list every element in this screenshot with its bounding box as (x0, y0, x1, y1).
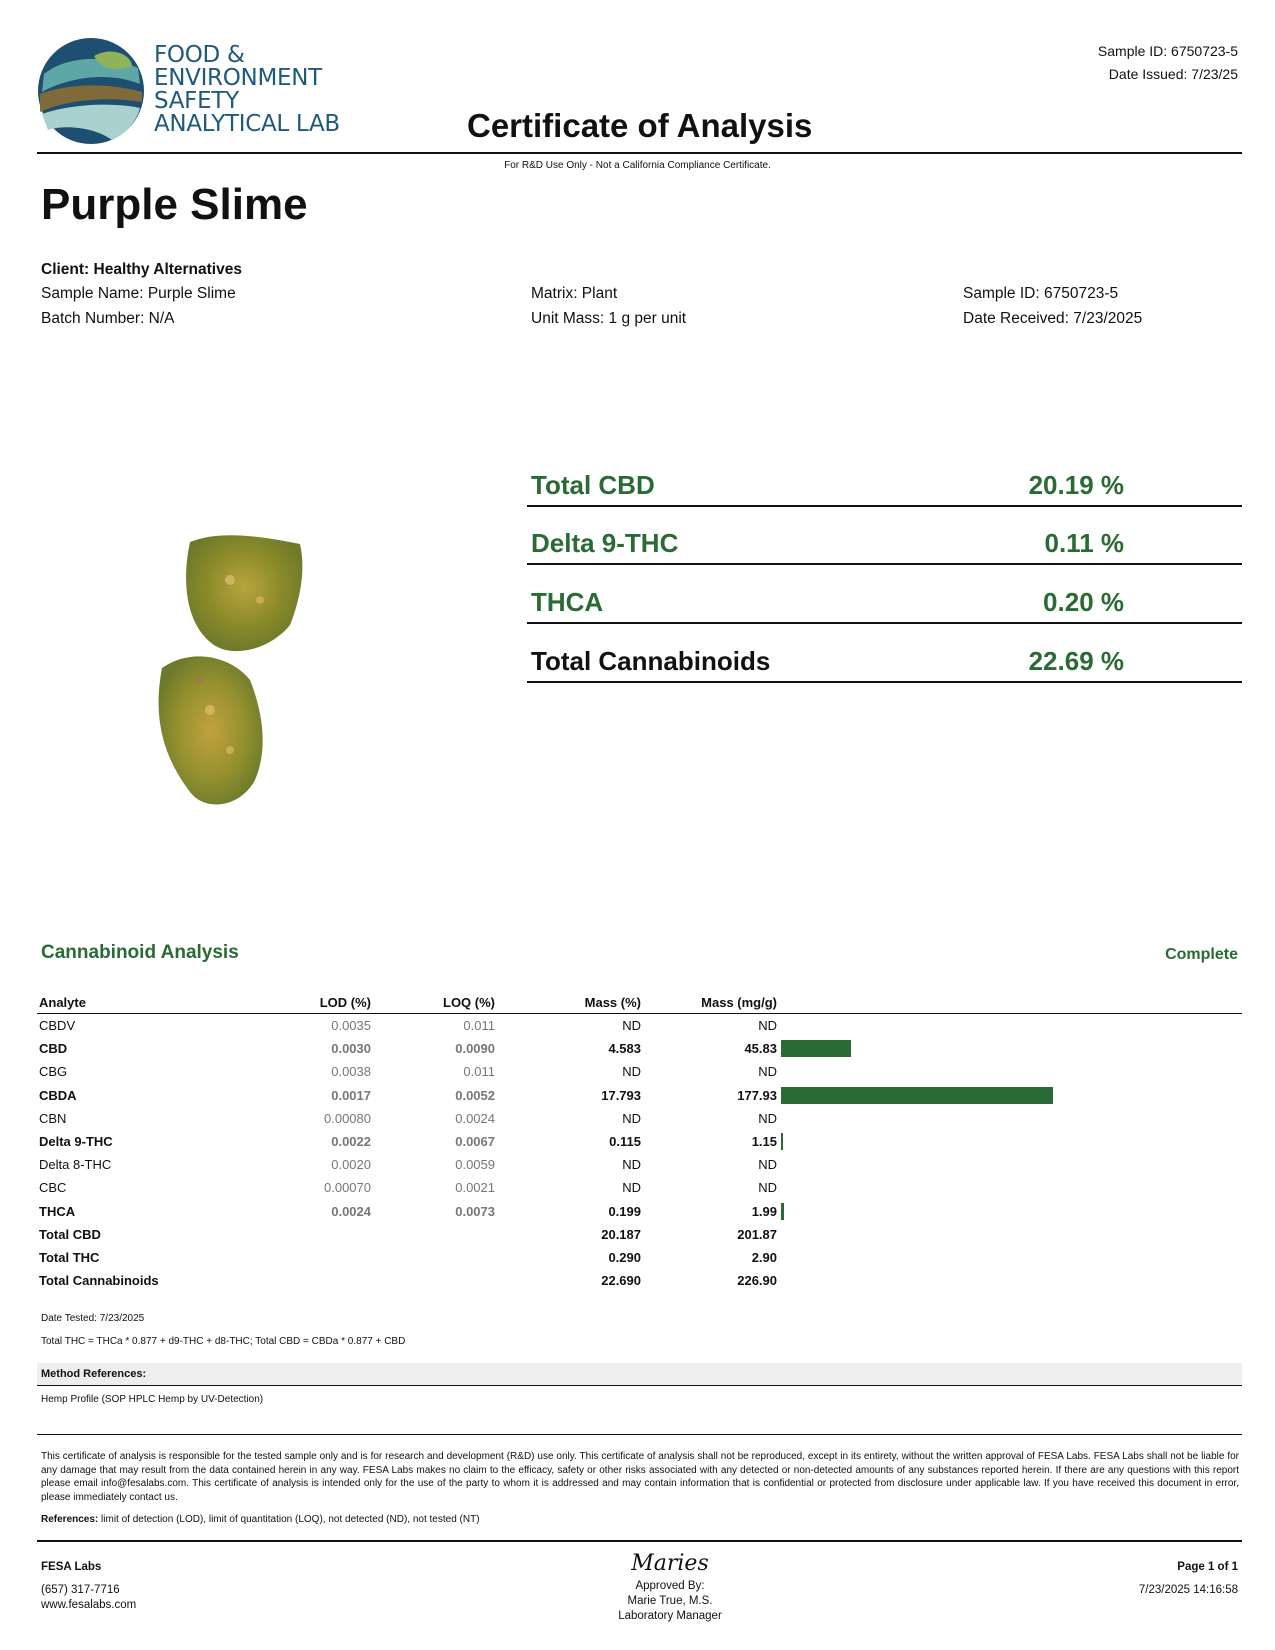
lod-cell: 0.0030 (331, 1041, 371, 1057)
loq-cell: 0.0052 (455, 1087, 495, 1103)
analyte-cell: CBC (39, 1180, 67, 1196)
analyte-cell: CBG (39, 1064, 68, 1080)
approver-title: Laboratory Manager (618, 1610, 722, 1622)
summary-label: Delta 9-THC (531, 528, 679, 558)
header-meta (1098, 40, 1238, 86)
mass-pct-cell: ND (622, 1157, 641, 1173)
summary-value: 20.19 % (1028, 470, 1124, 500)
references-text: limit of detection (LOD), limit of quantitation (LOQ), not detected (ND), not tested (NT) (98, 1514, 480, 1525)
analyte-cell: CBD (39, 1041, 68, 1057)
loq-cell: 0.0024 (455, 1110, 495, 1126)
summary-label: Total CBD (531, 470, 655, 500)
approved-by-label: Approved By: (635, 1580, 705, 1592)
unit-mass: Unit Mass: 1 g per unit (531, 310, 687, 327)
summary-row-delta9-thc (527, 505, 1242, 565)
table-body (37, 1014, 1242, 1293)
status-badge: Complete (1165, 946, 1238, 963)
mass-pct-cell: ND (622, 1110, 641, 1126)
table-row (37, 1037, 1242, 1060)
col-mass-mg: Mass (mg/g) (643, 991, 779, 1014)
mass-pct-cell: 4.583 (608, 1041, 641, 1057)
mass-pct-cell: 20.187 (601, 1226, 641, 1242)
mass-mg-cell: 45.83 (744, 1041, 777, 1057)
loq-cell: 0.0059 (455, 1157, 495, 1173)
sample-photo (110, 530, 320, 820)
lod-cell: 0.00080 (324, 1110, 371, 1126)
sample-title: Purple Slime (41, 180, 308, 229)
bar-cell (779, 1014, 1242, 1038)
logo-line: ENVIRONMENT (154, 65, 322, 91)
total-formula: Total THC = THCa * 0.877 + d9-THC + d8-THC; Total CBD = CBDa * 0.877 + CBD (41, 1336, 406, 1347)
summary-row-total-cbd (527, 447, 1242, 507)
sample-name: Sample Name: Purple Slime (41, 285, 236, 302)
footer-company (41, 1560, 136, 1613)
mass-mg-cell: 201.87 (737, 1226, 777, 1242)
bar-cell (779, 1246, 1242, 1269)
mass-mg-cell: 226.90 (737, 1273, 777, 1289)
lod-cell: 0.0020 (331, 1157, 371, 1173)
logo-line: FOOD & (154, 42, 245, 68)
bar-cell (779, 1130, 1242, 1153)
mass-mg-cell: 177.93 (737, 1087, 777, 1103)
matrix: Matrix: Plant (531, 285, 618, 302)
mass-mg-cell: ND (758, 1064, 777, 1080)
mass-pct-cell: 22.690 (601, 1273, 641, 1289)
company-name: FESA Labs (41, 1561, 102, 1573)
bar-cell (779, 1153, 1242, 1176)
mass-pct-cell: 0.290 (608, 1249, 641, 1265)
summary-label: Total Cannabinoids (531, 646, 771, 676)
mass-mg-cell: ND (758, 1157, 777, 1173)
analyte-cell: THCA (39, 1203, 76, 1219)
mass-pct-cell: ND (622, 1064, 641, 1080)
col-bar (779, 991, 1242, 1014)
summary-row-total-cannabinoids (527, 623, 1242, 683)
table-row (37, 1200, 1242, 1223)
loq-cell: 0.0073 (455, 1203, 495, 1219)
cannabinoid-table (37, 991, 1242, 1292)
references (41, 1514, 480, 1525)
logo-line: SAFETY (154, 88, 239, 114)
empty-cell (309, 1246, 373, 1269)
col-loq: LOQ (%) (373, 991, 497, 1014)
mass-pct-cell: 0.115 (609, 1134, 641, 1150)
bar-cell (779, 1176, 1242, 1199)
bar-cell (779, 1107, 1242, 1130)
mass-pct-cell: ND (622, 1180, 641, 1196)
mass-bar (781, 1087, 1053, 1104)
mass-mg-cell: 1.15 (751, 1134, 777, 1150)
table-row (37, 1060, 1242, 1083)
bar-cell (779, 1084, 1242, 1107)
cannabis-bud-icon (110, 530, 320, 820)
footer-page-info (1139, 1560, 1238, 1598)
bar-cell (779, 1223, 1242, 1246)
col-lod: LOD (%) (309, 991, 373, 1014)
disclaimer-divider (37, 1434, 1242, 1435)
loq-cell: 0.0090 (455, 1041, 495, 1057)
table-header-row (37, 991, 1242, 1014)
references-label: References: (41, 1514, 99, 1525)
lod-cell: 0.0024 (331, 1203, 371, 1219)
analyte-cell: CBN (39, 1110, 67, 1126)
mass-mg-cell: ND (758, 1110, 777, 1126)
loq-cell: 0.0067 (455, 1134, 495, 1150)
empty-cell (373, 1246, 497, 1269)
footer-divider (37, 1540, 1242, 1542)
sample-id: Sample ID: 6750723-5 (963, 285, 1119, 302)
bar-cell (779, 1037, 1242, 1060)
header-date-issued: Date Issued: 7/23/25 (1108, 66, 1238, 82)
lab-logo-icon (36, 36, 146, 146)
mass-mg-cell: ND (758, 1180, 777, 1196)
section-title: Cannabinoid Analysis (41, 942, 239, 963)
approval-block (560, 1579, 780, 1624)
bar-cell (779, 1200, 1242, 1223)
bar-cell (779, 1060, 1242, 1083)
mass-bar (781, 1040, 851, 1057)
date-tested: Date Tested: 7/23/2025 (41, 1313, 145, 1324)
empty-cell (309, 1269, 373, 1292)
table-row (37, 1107, 1242, 1130)
date-received: Date Received: 7/23/2025 (963, 310, 1143, 327)
document-title: Certificate of Analysis (467, 107, 813, 144)
batch-number: Batch Number: N/A (41, 310, 175, 327)
analyte-cell: CBDV (39, 1018, 76, 1034)
mass-pct-cell: ND (622, 1018, 641, 1034)
company-phone: (657) 317-7716 (41, 1584, 120, 1596)
table-row (37, 1153, 1242, 1176)
mass-mg-cell: ND (758, 1018, 777, 1034)
summary-value: 0.20 % (1043, 587, 1124, 617)
generated-timestamp: 7/23/2025 14:16:58 (1138, 1584, 1238, 1596)
col-mass-pct: Mass (%) (497, 991, 643, 1014)
mass-pct-cell: 0.199 (608, 1203, 641, 1219)
summary-value: 0.11 % (1044, 528, 1124, 558)
total-row (37, 1223, 1242, 1246)
summary-value: 22.69 % (1028, 646, 1124, 676)
analyte-cell: Total CBD (39, 1226, 101, 1242)
analyte-cell: CBDA (39, 1087, 77, 1103)
mass-mg-cell: 2.90 (751, 1249, 777, 1265)
method-references-header (37, 1363, 1242, 1386)
bar-cell (779, 1269, 1242, 1292)
mass-mg-cell: 1.99 (751, 1203, 777, 1219)
lod-cell: 0.0017 (331, 1087, 371, 1103)
empty-cell (373, 1269, 497, 1292)
header-divider (37, 152, 1242, 154)
compliance-note: For R&D Use Only - Not a California Compliance Certificate. (504, 160, 771, 171)
company-website: www.fesalabs.com (41, 1599, 137, 1611)
summary-row-thca (527, 564, 1242, 624)
table-row (37, 1176, 1242, 1199)
loq-cell: 0.011 (463, 1018, 495, 1034)
loq-cell: 0.0021 (455, 1180, 495, 1196)
disclaimer-text: This certificate of analysis is responsible for the tested sample only and is for research and development (R&D) use only. This certificate of analysis shall not be reproduced, except in its entirety, without the written approval of FESA Labs. FESA Labs shall not be liable for any damage that may result from the data contained herein in any way. FESA Labs makes no claim to the efficacy, safety or other risks associated with any detected or non-detected amounts of any substances reported herein. If there are any questions with this report please email info@fesalabs.com. This certificate of analysis is intended only for the use of the party to whom it is addressed and may contain information that is confidential or protected from disclosure under applicable law. If you have received this document in error, please immediately contact us. (41, 1451, 1239, 1503)
analyte-cell: Total THC (39, 1249, 100, 1265)
total-row (37, 1246, 1242, 1269)
mass-bar (781, 1133, 783, 1150)
empty-cell (373, 1223, 497, 1246)
analyte-cell: Delta 9-THC (39, 1134, 113, 1150)
summary-label: THCA (531, 587, 604, 617)
logo-line: ANALYTICAL LAB (154, 111, 340, 137)
empty-cell (309, 1223, 373, 1246)
mass-bar (781, 1203, 784, 1220)
mass-pct-cell: 17.793 (601, 1087, 641, 1103)
header-sample-id: Sample ID: 6750723-5 (1097, 43, 1238, 59)
table-row (37, 1130, 1242, 1153)
analyte-cell: Total Cannabinoids (39, 1273, 159, 1289)
signature: Maries (631, 1551, 709, 1576)
lod-cell: 0.0038 (331, 1064, 371, 1080)
lod-cell: 0.0022 (331, 1134, 371, 1150)
col-analyte: Analyte (37, 991, 309, 1014)
page-number: Page 1 of 1 (1177, 1561, 1238, 1573)
method-references-title: Method References: (41, 1368, 147, 1380)
lab-logo-text (154, 44, 340, 136)
total-row (37, 1269, 1242, 1292)
table-row (37, 1014, 1242, 1038)
approver-name: Marie True, M.S. (627, 1595, 713, 1607)
loq-cell: 0.011 (463, 1064, 495, 1080)
lab-logo (36, 36, 146, 146)
analyte-cell: Delta 8-THC (39, 1157, 112, 1173)
lod-cell: 0.00070 (324, 1180, 371, 1196)
client-name: Client: Healthy Alternatives (41, 261, 242, 278)
lod-cell: 0.0035 (331, 1018, 371, 1034)
method-reference-item: Hemp Profile (SOP HPLC Hemp by UV-Detection) (41, 1394, 264, 1405)
table-row (37, 1084, 1242, 1107)
